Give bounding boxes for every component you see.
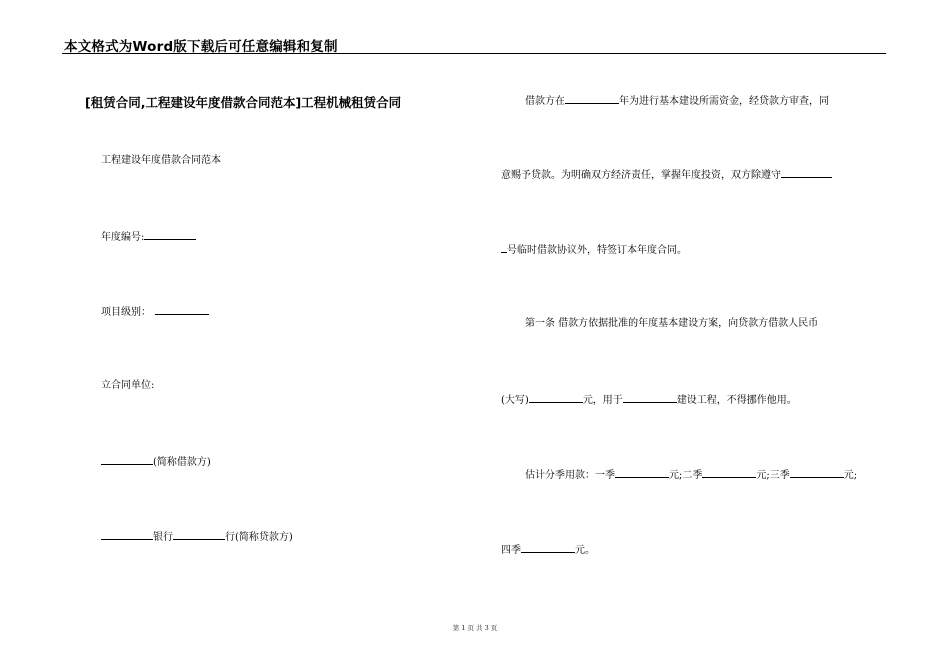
q2-blank xyxy=(702,468,756,478)
paragraph-5 xyxy=(501,393,797,407)
p2-text: 意赐予贷款。为明确双方经济责任，掌握年度投资，双方除遵守 xyxy=(501,170,781,181)
q3-blank xyxy=(790,468,844,478)
page-number: 第 1 页 共 3 页 xyxy=(452,624,498,632)
p1-text-b: 年为进行基本建设所需资金，经贷款方审查，同 xyxy=(619,96,829,107)
project-level-blank xyxy=(155,305,209,315)
borrower-line xyxy=(101,455,211,469)
branch-suffix: 行(简称贷款方) xyxy=(225,532,293,543)
paragraph-3 xyxy=(501,243,687,257)
q2-label: 元;二季 xyxy=(669,470,703,481)
q4-blank xyxy=(521,543,575,553)
year-number-label: 年度编号: xyxy=(101,232,145,243)
article-1: 第一条 借款方依据批准的年度基本建设方案，向贷款方借款人民币 xyxy=(525,318,819,329)
q4-line xyxy=(501,543,595,557)
document-title: [租赁合同,工程建设年度借款合同范本]工程机械租赁合同 xyxy=(85,95,402,110)
bank-blank xyxy=(101,530,153,540)
q4-label: 四季 xyxy=(501,545,521,556)
q3-label: 元;三季 xyxy=(756,470,790,481)
parties-label: 立合同单位: xyxy=(101,380,155,391)
branch-blank xyxy=(173,530,225,540)
lender-line xyxy=(101,530,293,544)
p1-text-a: 借款方在 xyxy=(525,96,565,107)
year-number-line xyxy=(101,230,196,244)
q4-suffix: 元。 xyxy=(575,545,595,556)
q1-blank xyxy=(615,468,669,478)
project-level-label: 项目级别： xyxy=(101,307,151,318)
project-level-line xyxy=(101,305,209,319)
bank-label: 银行 xyxy=(153,532,173,543)
borrower-suffix: (简称借款方) xyxy=(153,457,211,468)
borrower-blank xyxy=(101,455,153,465)
p5-text-a: (大写) xyxy=(501,395,529,406)
p2-blank xyxy=(781,168,832,178)
p3-text: 号临时借款协议外，特签订本年度合同。 xyxy=(507,245,687,256)
paragraph-1 xyxy=(525,94,829,108)
project-blank xyxy=(623,393,677,403)
q1-label: 估计分季用款：一季 xyxy=(525,470,615,481)
header-divider xyxy=(62,53,886,54)
quarterly-plan xyxy=(525,468,857,482)
amount-blank xyxy=(529,393,583,403)
p1-year-blank xyxy=(565,94,619,104)
page-header: 本文格式为Word版下载后可任意编辑和复制 xyxy=(64,39,338,55)
q3-suffix: 元; xyxy=(843,470,858,481)
contract-subtitle: 工程建设年度借款合同范本 xyxy=(101,155,221,166)
paragraph-2 xyxy=(501,168,832,182)
p5-text-b: 元，用于 xyxy=(582,395,623,406)
year-number-blank xyxy=(144,230,196,240)
p5-text-c: 建设工程，不得挪作他用。 xyxy=(676,395,797,406)
